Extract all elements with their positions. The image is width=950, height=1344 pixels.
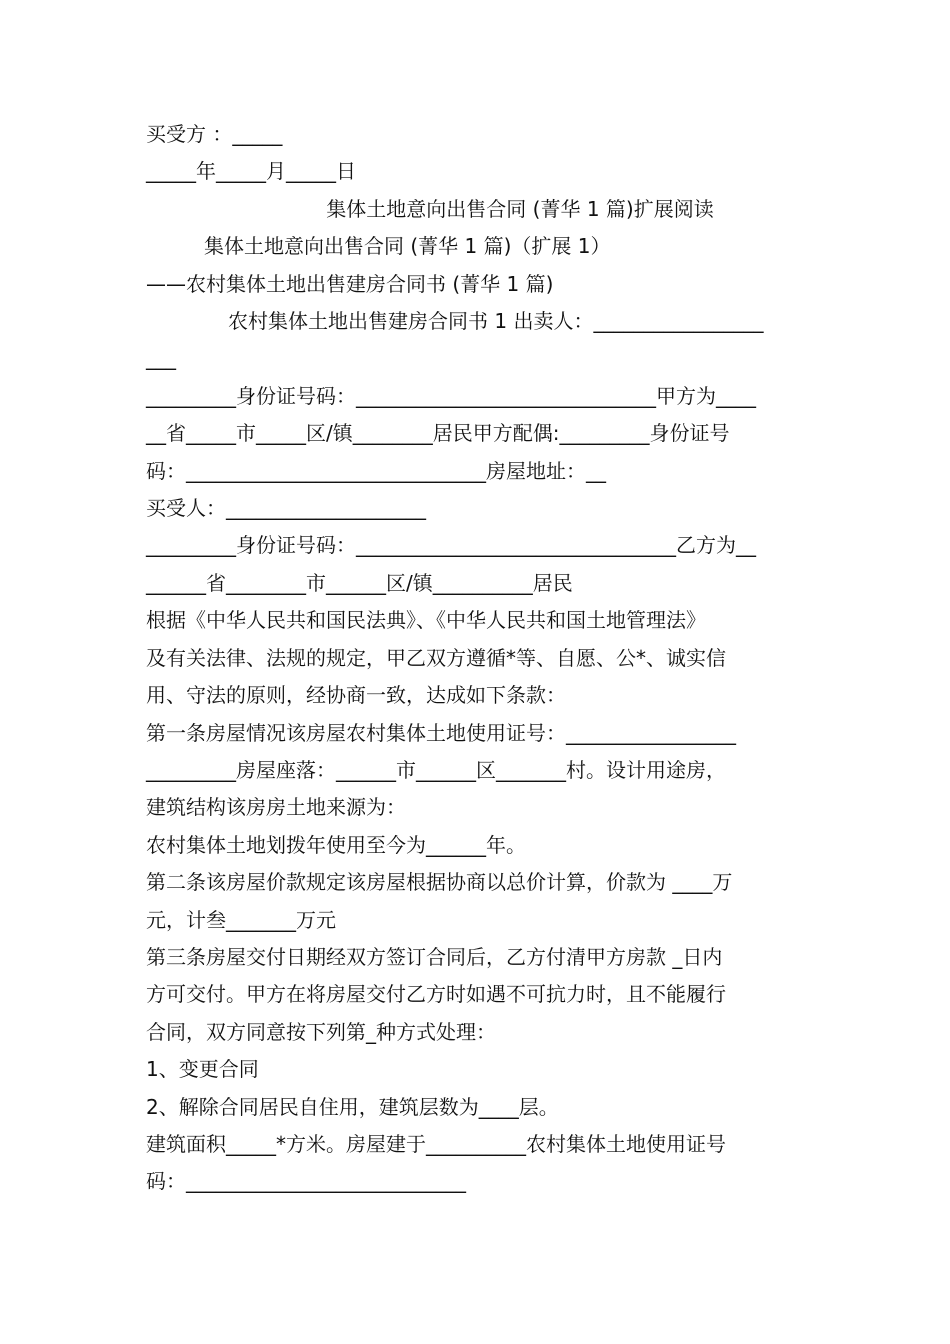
text-line: 用、守法的原则，经协商一致，达成如下条款： (146, 683, 566, 708)
date-line: _____年_____月_____日 (146, 159, 356, 184)
seller-line: 农村集体土地出售建房合同书 1 出卖人：_________________ (228, 309, 764, 334)
buyer-address-line: ______省________市______区/镇__________居民 (146, 570, 573, 595)
text-line: 及有关法律、法规的规定，甲乙双方遵循*等、自愿、公*、诚实信 (146, 645, 726, 670)
text-line: ___ (146, 346, 176, 371)
text-line: 农村集体土地划拨年使用至今为______年。 (146, 832, 526, 857)
text-line: 建筑结构该房房土地来源为： (146, 795, 406, 820)
text-line: 元，计叁_______万元 (146, 907, 336, 932)
buyer-id-line: _________身份证号码：________________________________乙方为__ (146, 533, 756, 558)
text-line: 合同，双方同意按下列第_种方式处理： (146, 1019, 496, 1044)
list-item: 2、解除合同居民自住用，建筑层数为____层。 (146, 1094, 559, 1119)
law-basis-line: 根据《中华人民共和国民法典》、《中华人民共和国土地管理法》 (146, 608, 706, 633)
house-address-line: 码：______________________________房屋地址：__ (146, 458, 606, 483)
buyer-line: 买受人：____________________ (146, 496, 426, 521)
seller-id-line: _________身份证号码：______________________________甲方为____ (146, 383, 756, 408)
text-line: 建筑面积_____*方米。房屋建于__________农村集体土地使用证号 (146, 1131, 726, 1156)
text-line: 码：____________________________ (146, 1169, 466, 1194)
section-heading: ——农村集体土地出售建房合同书 (菁华 1 篇) (146, 271, 554, 296)
article-1-line: 第一条房屋情况该房屋农村集体土地使用证号：_________________ (146, 720, 736, 745)
document-page (146, 116, 810, 1201)
buyer-signature-line: 买受方 ：_____ (146, 122, 283, 146)
extension-subtitle: 集体土地意向出售合同 (菁华 1 篇)（扩展 1） (204, 234, 611, 259)
extended-reading-title: 集体土地意向出售合同 (菁华 1 篇)扩展阅读 (326, 196, 714, 221)
text-line: _________房屋座落：______市______区_______村。设计用途房， (146, 757, 726, 782)
text-line: 方可交付。甲方在将房屋交付乙方时如遇不可抗力时，且不能履行 (146, 982, 726, 1007)
article-2-line: 第二条该房屋价款规定该房屋根据协商以总价计算，价款为 ____万 (146, 870, 733, 895)
article-3-line: 第三条房屋交付日期经双方签订合同后，乙方付清甲方房款 _日内 (146, 944, 723, 969)
list-item: 1、变更合同 (146, 1057, 259, 1082)
seller-address-line: __省_____市_____区/镇________居民甲方配偶:_________身份证号 (146, 421, 730, 446)
